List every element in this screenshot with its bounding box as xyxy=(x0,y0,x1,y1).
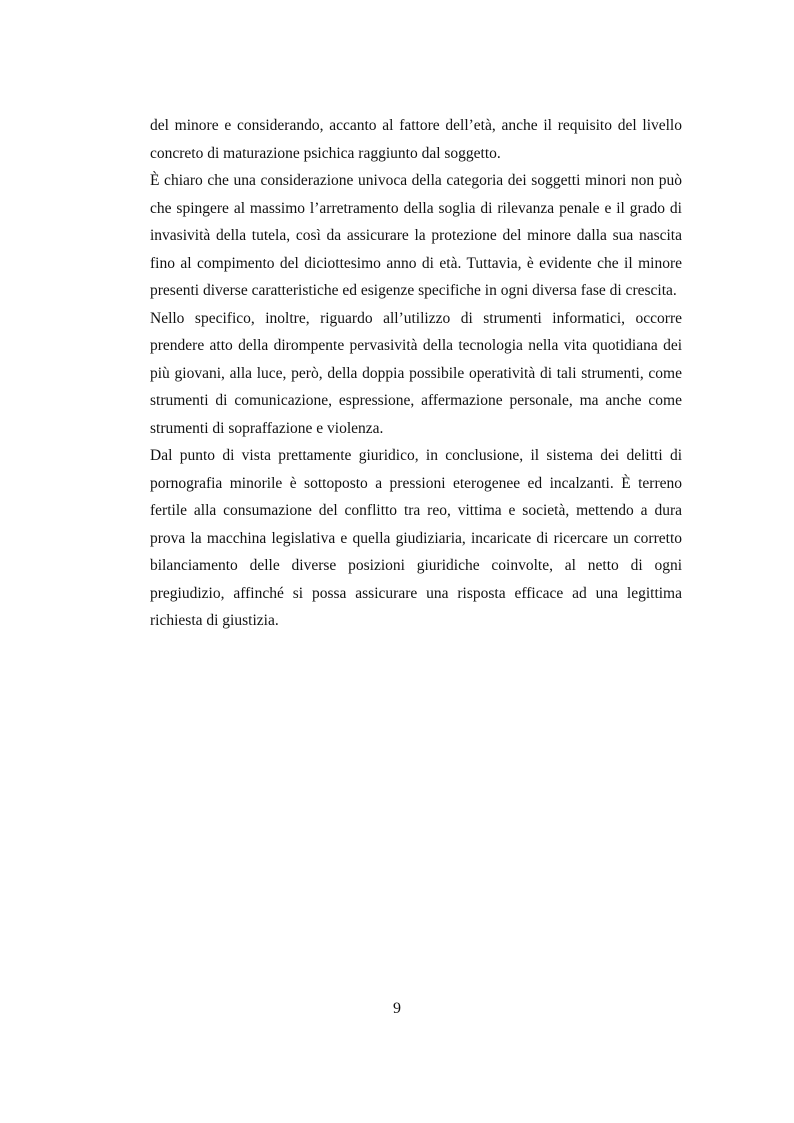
body-text xyxy=(150,112,682,635)
paragraph-3: Nello specifico, inoltre, riguardo all’utilizzo di strumenti informatici, occorre prendere atto della dirompente pervasività della tecnologia nella vita quotidiana dei più giovani, alla luce, però, della doppia possibile operatività di tali strumenti, come strumenti di comunicazione, espressione, affermazione personale, ma anche come strumenti di sopraffazione e violenza. xyxy=(150,309,682,437)
paragraph-1: del minore e considerando, accanto al fattore dell’età, anche il requisito del livello concreto di maturazione psichica raggiunto dal soggetto. xyxy=(150,117,682,162)
paragraph-2: È chiaro che una considerazione univoca della categoria dei soggetti minori non può che spingere al massimo l’arretramento della soglia di rilevanza penale e il grado di invasività della tutela, così da assicurare la protezione del minore dalla sua nascita fino al compimento del diciottesimo anno di età. Tuttavia, è evidente che il minore presenti diverse caratteristiche ed esigenze specifiche in ogni diversa fase di crescita. xyxy=(150,172,682,299)
paragraph-4: Dal punto di vista prettamente giuridico, in conclusione, il sistema dei delitti di pornografia minorile è sottoposto a pressioni eterogenee ed incalzanti. È terreno fertile alla consumazione del conflitto tra reo, vittima e società, mettendo a dura prova la macchina legislativa e quella giudiziaria, incaricate di ricercare un corretto bilanciamento delle diverse posizioni giuridiche coinvolte, al netto di ogni pregiudizio, affinché si possa assicurare una risposta efficace ad una legittima richiesta di giustizia. xyxy=(150,447,682,629)
page-number: 9 xyxy=(393,1000,401,1017)
